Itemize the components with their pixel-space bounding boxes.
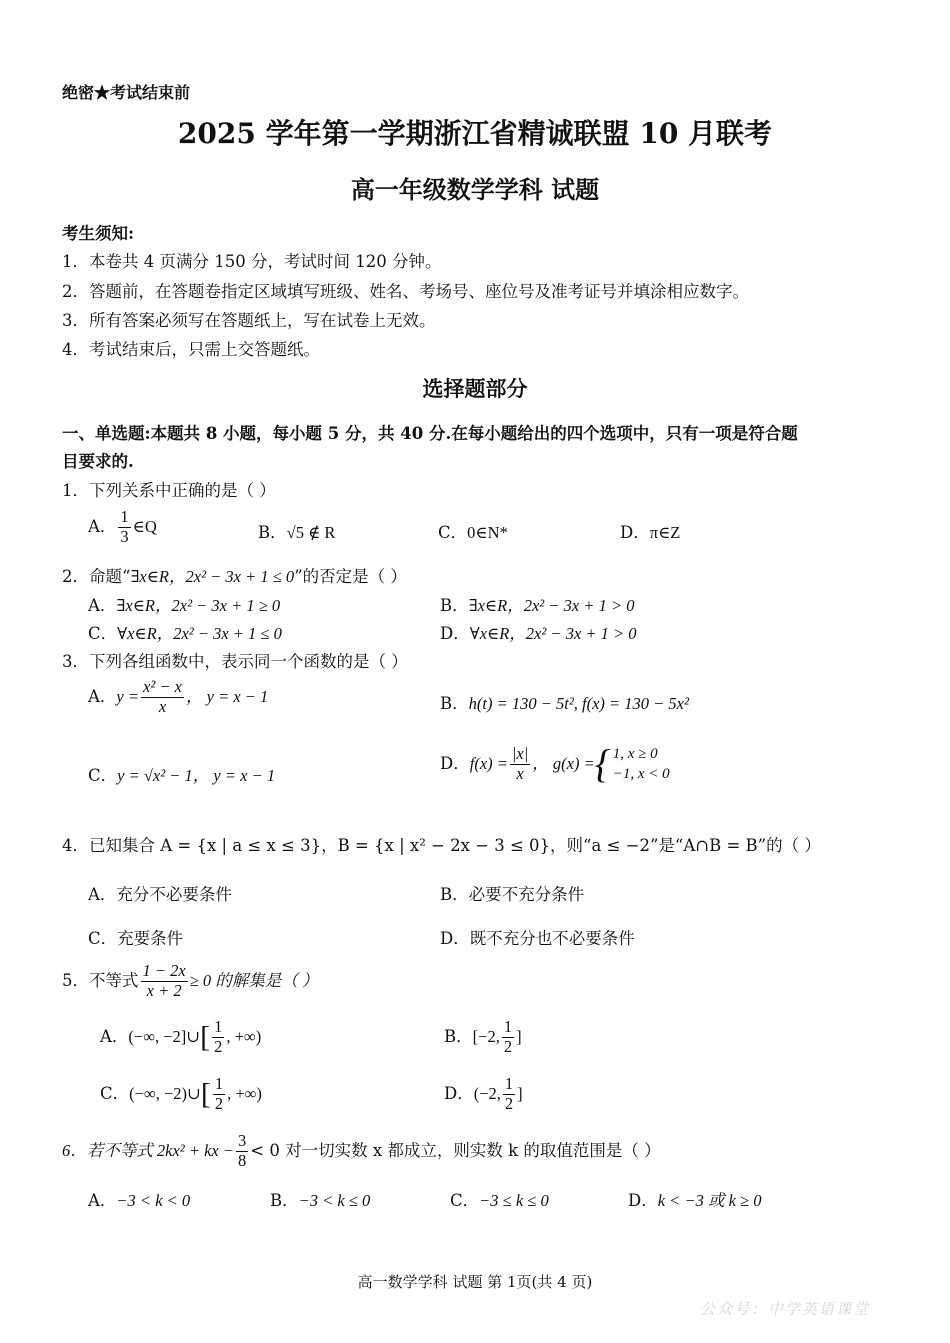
q5-stem: 5．不等式 $\frac{1 - 2x}{x + 2}$ ≥ 0 的解集是（ ） <box>62 961 319 1000</box>
q5-b-fraction: $\frac{1}{2}$ <box>503 1017 513 1056</box>
q4-stem: 4．已知集合 A = {x | a ≤ x ≤ 3}，B = {x | x² − 2x − 3 ≤ 0}，则“a ≤ −2”是“A∩B = B”的（ ） <box>62 836 821 855</box>
q3-stem: 3．下列各组函数中，表示同一个函数的是（ ） <box>62 652 408 671</box>
q5-c-fraction: $\frac{1}{2}$ <box>214 1074 224 1113</box>
q5-option-c: C．(−∞, −2)∪[ $\frac{1}{2}$ , +∞) <box>100 1074 262 1113</box>
q2-option-b: B．∃x∈R，2x² − 3x + 1 > 0 <box>440 596 635 615</box>
q1-option-b: B．√5 ∉ R <box>258 523 336 542</box>
q6-option-c: C．−3 ≤ k ≤ 0 <box>450 1191 549 1210</box>
q2-option-d: D．∀x∈R，2x² − 3x + 1 > 0 <box>440 624 637 643</box>
q1-option-d: D．π∈Z <box>620 523 681 542</box>
notice-item: 2．答题前，在答题卷指定区域填写班级、姓名、考场号、座位号及准考证号并填涂相应数字。 <box>62 282 749 301</box>
q1-option-c: C．0∈N* <box>438 523 508 542</box>
q5-stem-fraction: $\frac{1 - 2x}{x + 2}$ <box>142 961 186 1000</box>
q6-stem-fraction: $\frac{3}{8}$ <box>238 1131 247 1170</box>
q1-option-a: A． $\frac{1}{3}$ ∈Q <box>88 507 157 546</box>
q6-stem: 6．若不等式 2kx² + kx − $\frac{3}{8}$ < 0 对一切实数 x 都成立，则实数 k 的取值范围是（ ） <box>62 1131 661 1170</box>
q6-option-a: A．−3 < k < 0 <box>88 1191 191 1210</box>
exam-title: 2025 学年第一学期浙江省精诚联盟 10 月联考 <box>177 117 773 150</box>
q2-stem: 2．命题“∃x∈R，2x² − 3x + 1 ≤ 0”的否定是（ ） <box>62 567 407 586</box>
q5-option-b: B．[−2, $\frac{1}{2}$ ] <box>444 1017 522 1056</box>
secret-label: 绝密★考试结束前 <box>62 83 191 102</box>
section-instruction: 一、单选题:本题共 8 小题，每小题 5 分，共 40 分.在每小题给出的四个选项中，只有一项是符合题 <box>62 424 798 443</box>
notice-item: 1．本卷共 4 页满分 150 分，考试时间 120 分钟。 <box>62 252 442 271</box>
q5-option-d: D．(−2, $\frac{1}{2}$ ] <box>444 1074 523 1113</box>
q4-option-b: B．必要不充分条件 <box>440 885 585 904</box>
q5-d-fraction: $\frac{1}{2}$ <box>504 1074 514 1113</box>
page-footer: 高一数学学科 试题 第 1页(共 4 页) <box>357 1273 593 1291</box>
q4-option-d: D．既不充分也不必要条件 <box>440 929 635 948</box>
notice-heading: 考生须知: <box>62 224 135 243</box>
q1-stem: 1．下列关系中正确的是（ ） <box>62 481 276 500</box>
q2-option-c: C．∀x∈R，2x² − 3x + 1 ≤ 0 <box>88 624 282 643</box>
section-title: 选择题部分 <box>422 376 528 401</box>
notice-item: 4．考试结束后，只需上交答题纸。 <box>62 340 320 359</box>
notice-item: 3．所有答案必须写在答题纸上，写在试卷上无效。 <box>62 311 436 330</box>
q3-d-fraction: $\frac{|x|}{x}$ <box>511 743 529 783</box>
q6-option-d: D．k < −3 或 k ≥ 0 <box>628 1191 762 1210</box>
q3-a-fraction: $\frac{\text{x² − x}}{x}$ <box>143 677 182 716</box>
q3-option-b: B．h(t) = 130 − 5t², f(x) = 130 − 5x² <box>440 694 689 713</box>
watermark: 公众号：中学英语课堂 <box>700 1300 871 1318</box>
q1-a-fraction: $\frac{1}{3}$ <box>120 507 129 546</box>
q2-option-a: A．∃x∈R，2x² − 3x + 1 ≥ 0 <box>88 596 281 615</box>
q4-option-c: C．充要条件 <box>88 929 184 948</box>
q3-option-c: C．y = √x² − 1， y = x − 1 <box>88 766 276 785</box>
q3-option-a: A．y = $\frac{\text{x² − x}}{x}$ ， y = x − 1 <box>88 677 269 716</box>
q5-a-fraction: $\frac{1}{2}$ <box>214 1017 223 1056</box>
q5-option-a: A．(−∞, −2]∪[ $\frac{1}{2}$ , +∞) <box>100 1017 262 1056</box>
q4-option-a: A．充分不必要条件 <box>88 885 232 904</box>
q3-d-piecewise: { 1, x ≥ 0 −1, x < 0 <box>594 741 670 787</box>
q6-option-b: B．−3 < k ≤ 0 <box>270 1191 371 1210</box>
section-instruction-cont: 目要求的. <box>62 452 134 471</box>
q3-option-d: D．f(x) = $\frac{|x|}{x}$ ， g(x) = { 1, x ≥ 0 −1, x < 0 <box>440 741 670 787</box>
exam-subtitle: 高一年级数学学科 试题 <box>350 175 600 204</box>
